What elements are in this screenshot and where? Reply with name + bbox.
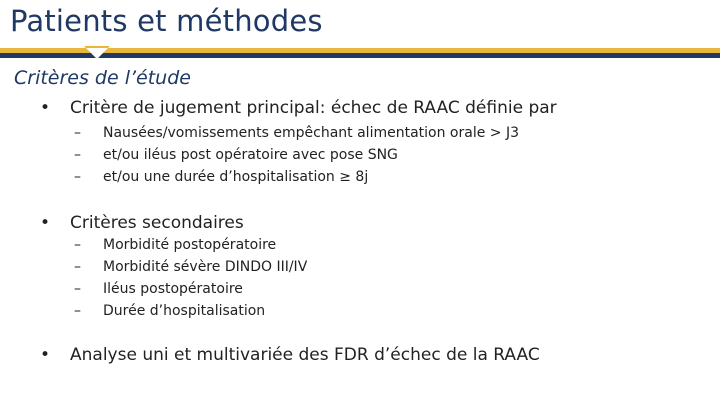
bullet-item: [40, 345, 540, 365]
header-notch: [86, 48, 108, 59]
bullet-text: Analyse uni et multivariée des FDR d’échec de la RAAC: [70, 345, 540, 365]
bullet-dot-icon: •: [40, 98, 51, 118]
bullet-dot-icon: •: [40, 345, 51, 365]
bullet-item: [40, 213, 244, 233]
sub-bullet-item: [74, 147, 398, 163]
sub-bullet-item: [74, 303, 265, 319]
sub-bullet-text: Durée d’hospitalisation: [103, 303, 266, 319]
dash-icon: –: [74, 147, 81, 163]
dash-icon: –: [74, 237, 81, 253]
sub-bullet-text: et/ou une durée d’hospitalisation ≥ 8j: [103, 169, 369, 185]
sub-bullet-text: et/ou iléus post opératoire avec pose SNG: [103, 147, 398, 163]
dash-icon: –: [74, 125, 81, 141]
dash-icon: –: [74, 303, 81, 319]
sub-bullet-item: [74, 169, 368, 185]
bullet-dot-icon: •: [40, 213, 51, 233]
sub-bullet-item: [74, 281, 243, 297]
sub-bullet-item: [74, 237, 276, 253]
sub-bullet-text: Morbidité postopératoire: [103, 237, 277, 253]
dash-icon: –: [74, 259, 81, 275]
dash-icon: –: [74, 281, 81, 297]
sub-bullet-item: [74, 125, 519, 141]
dash-icon: –: [74, 169, 81, 185]
sub-bullet-text: Iléus postopératoire: [103, 281, 243, 297]
slide-subtitle: Critères de l’étude: [14, 67, 191, 89]
bullet-text: Critères secondaires: [70, 213, 244, 233]
sub-bullet-text: Nausées/vomissements empêchant alimentation orale > J3: [103, 125, 519, 141]
bullet-item: [40, 98, 557, 118]
slide-title: Patients et méthodes: [10, 4, 323, 38]
bullet-text: Critère de jugement principal: échec de RAAC définie par: [70, 98, 557, 118]
sub-bullet-item: [74, 259, 307, 275]
sub-bullet-text: Morbidité sévère DINDO III/IV: [103, 259, 308, 275]
